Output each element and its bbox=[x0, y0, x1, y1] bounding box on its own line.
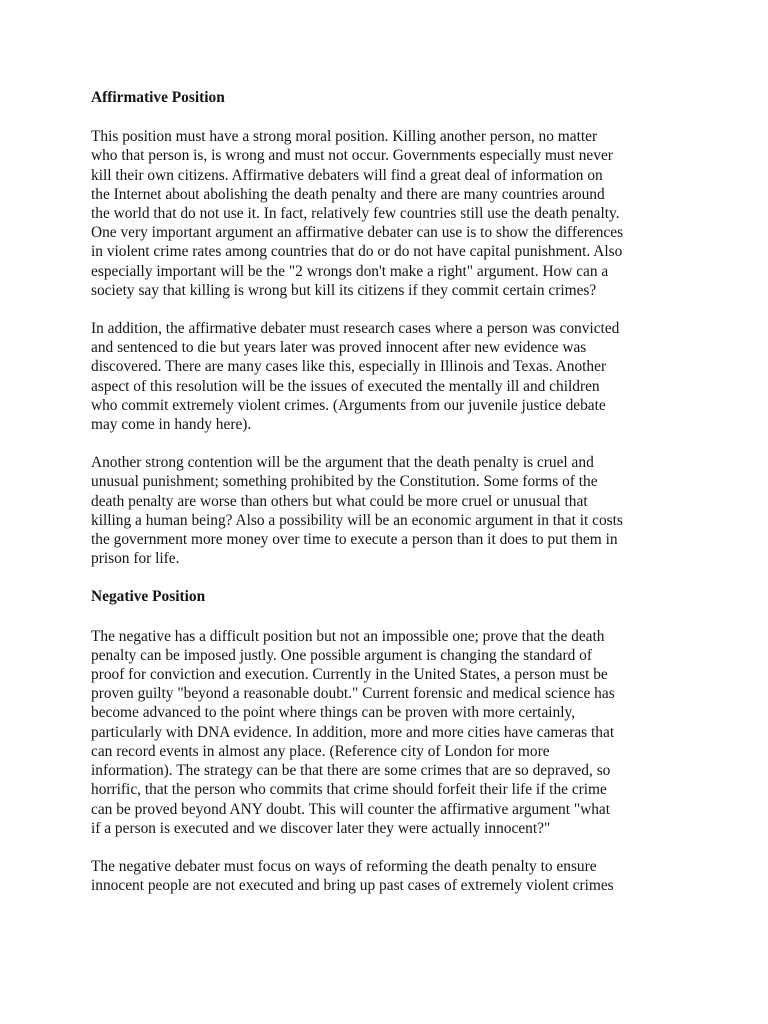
text-line: who that person is, is wrong and must not occur. Governments especially must never bbox=[91, 147, 613, 165]
text-line: The negative debater must focus on ways of reforming the death penalty to ensure bbox=[91, 857, 597, 875]
text-line: become advanced to the point where things can be proven with more certainly, bbox=[91, 704, 576, 722]
text-line: This position must have a strong moral position. Killing another person, no matter bbox=[91, 128, 598, 146]
section-heading-negative: Negative Position bbox=[91, 588, 206, 606]
section-heading-affirmative: Affirmative Position bbox=[91, 89, 225, 106]
text-line: in violent crime rates among countries that do or do not have capital punishment. Also bbox=[91, 243, 623, 261]
text-line: the world that do not use it. In fact, relatively few countries still use the death penalty. bbox=[91, 205, 620, 223]
text-line: proof for conviction and execution. Currently in the United States, a person must be bbox=[91, 666, 608, 684]
affirmative-section bbox=[91, 88, 691, 568]
text-line: society say that killing is wrong but kill its citizens if they commit certain crimes? bbox=[91, 281, 597, 299]
text-line: the government more money over time to execute a person than it does to put them in bbox=[91, 531, 618, 549]
text-line: killing a human being? Also a possibility will be an economic argument in that it costs bbox=[91, 511, 623, 529]
text-line: can record events in almost any place. (Reference city of London for more bbox=[91, 742, 550, 760]
text-line: discovered. There are many cases like this, especially in Illinois and Texas. Another bbox=[91, 358, 607, 376]
text-line: Another strong contention will be the argument that the death penalty is cruel and bbox=[91, 454, 594, 472]
paragraph bbox=[91, 127, 691, 300]
paragraph bbox=[91, 857, 691, 895]
text-line: especially important will be the "2 wrongs don't make a right" argument. How can a bbox=[91, 262, 609, 280]
text-line: particularly with DNA evidence. In addition, more and more cities have cameras that bbox=[91, 723, 615, 741]
text-line: may come in handy here). bbox=[91, 416, 252, 434]
text-line: unusual punishment; something prohibited by the Constitution. Some forms of the bbox=[91, 473, 598, 491]
text-line: prison for life. bbox=[91, 550, 180, 568]
text-line: horrific, that the person who commits that crime should forfeit their life if the crime bbox=[91, 781, 607, 799]
paragraph bbox=[91, 627, 691, 838]
text-line: kill their own citizens. Affirmative debaters will find a great deal of information on bbox=[91, 166, 603, 184]
negative-section bbox=[91, 587, 691, 895]
text-line: can be proved beyond ANY doubt. This will counter the affirmative argument "what bbox=[91, 800, 611, 818]
text-line: aspect of this resolution will be the issues of executed the mentally ill and children bbox=[91, 377, 600, 395]
text-line: proven guilty "beyond a reasonable doubt." Current forensic and medical science has bbox=[91, 685, 615, 703]
text-line: In addition, the affirmative debater must research cases where a person was convicted bbox=[91, 320, 620, 338]
text-line: information). The strategy can be that there are some crimes that are so depraved, so bbox=[91, 762, 611, 780]
text-line: the Internet about abolishing the death penalty and there are many countries around bbox=[91, 185, 605, 203]
document-body bbox=[91, 88, 691, 914]
text-line: and sentenced to die but years later was proved innocent after new evidence was bbox=[91, 339, 587, 357]
paragraph bbox=[91, 453, 691, 568]
text-line: if a person is executed and we discover later they were actually innocent?" bbox=[91, 819, 551, 837]
text-line: The negative has a difficult position but not an impossible one; prove that the death bbox=[91, 627, 605, 645]
text-line: who commit extremely violent crimes. (Arguments from our juvenile justice debate bbox=[91, 396, 606, 414]
text-line: penalty can be imposed justly. One possible argument is changing the standard of bbox=[91, 646, 592, 664]
text-line: One very important argument an affirmative debater can use is to show the differences bbox=[91, 224, 624, 242]
text-line: death penalty are worse than others but what could be more cruel or unusual that bbox=[91, 492, 588, 510]
text-line: innocent people are not executed and bring up past cases of extremely violent crimes bbox=[91, 877, 614, 895]
paragraph bbox=[91, 319, 691, 434]
